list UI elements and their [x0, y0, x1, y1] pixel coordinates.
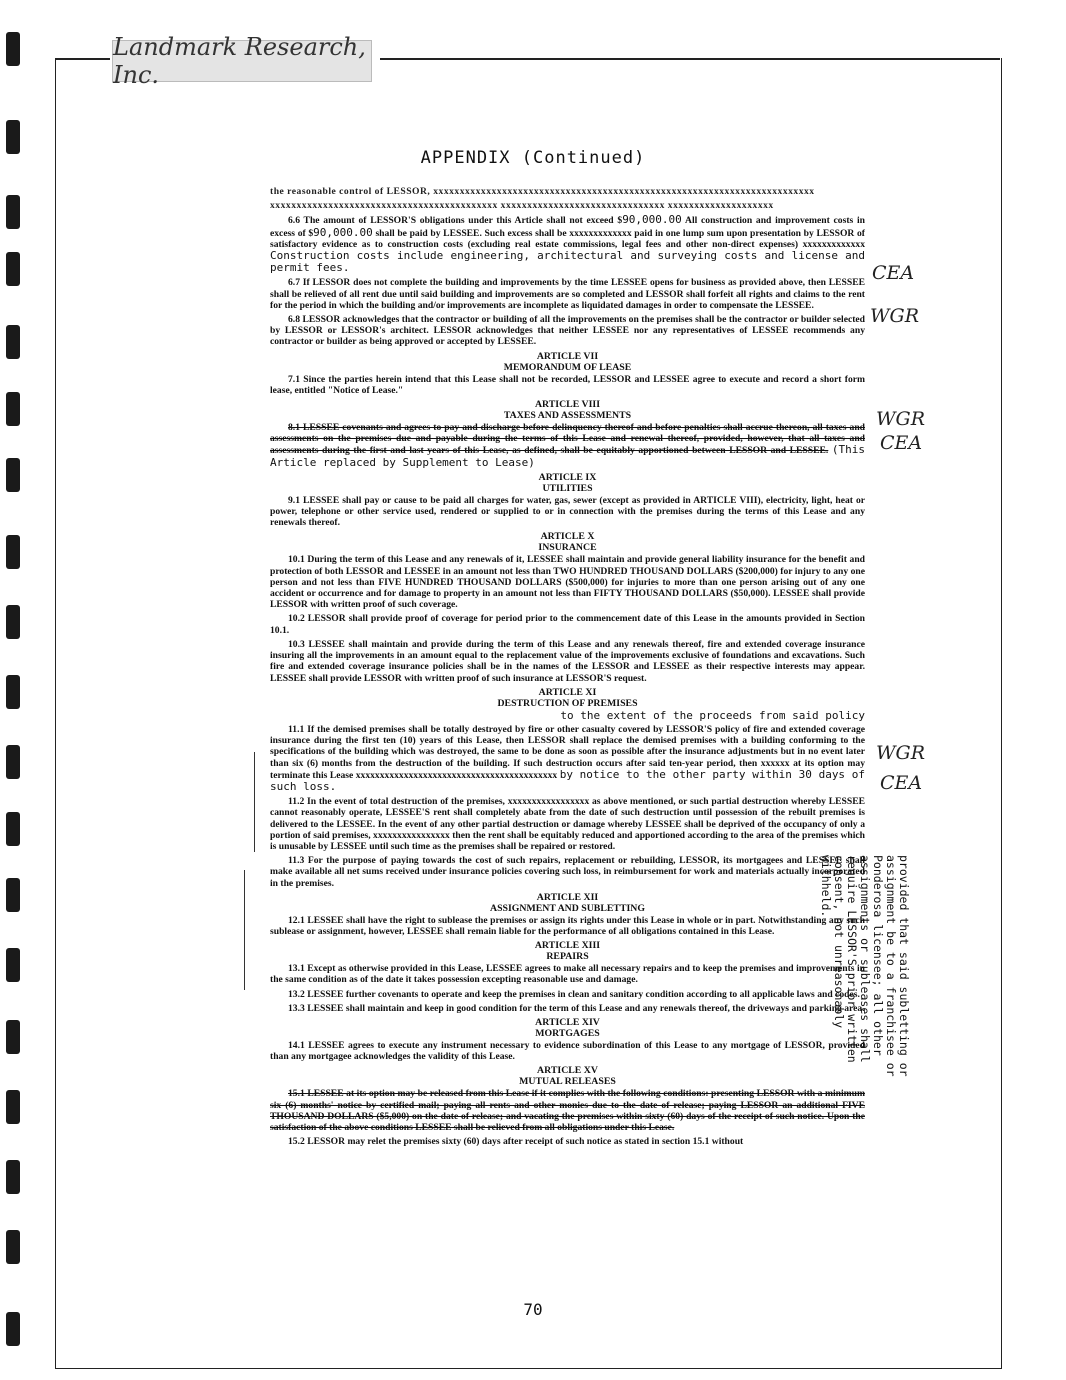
page-number: 70 — [523, 1300, 543, 1319]
paragraph-12-1: 12.1 LESSEE shall have the right to sublease the premises or assign its rights under this Lease in whole or in part. Notwithstanding any such sublease or assignment, however, LESSEE shall remain liable for the performance of all obligations contained in this Lease. — [270, 914, 865, 937]
paragraph-14-1: 14.1 LESSEE agrees to execute any instrument necessary to evidence subordination of this Lease to any mortgage of LESSOR, provided than any mortgagee acknowledges the validity of this Lease. — [270, 1039, 865, 1063]
paragraph-13-1: 13.1 Except as otherwise provided in this Lease, LESSEE agrees to make all necessary repairs and to keep the premises and improvements in the same condition as of the date it takes possession excepting reasonable use and damage. — [270, 963, 865, 986]
paragraph-15-1: 15.1 LESSEE at its option may be released from this Lease if it complies with the following conditions: presenting LESSOR with a minimum six (6) months' notice by certified mail; paying all rents and other monies due to the date of release; paying LESSOR an additional FIVE THOUSAND DOLLARS ($5,000) on the date of release; and vacating the premises within sixty (60) days of the receipt of such notice. Upon the satisfaction of the above conditions LESSEE shall be relieved from all obligations under this Lease. — [270, 1088, 865, 1133]
article-12-heading: ARTICLE XII ASSIGNMENT AND SUBLETTING — [490, 891, 645, 914]
article-7-heading: ARTICLE VII MEMORANDUM OF LEASE — [503, 350, 632, 373]
paragraph-10-3: 10.3 LESSEE shall maintain and provide during the term of this Lease and any renewals thereof, fire and extended coverage insurance insuring all the improvements in an amount equal to the replacement value of the improvements exclusive of foundations and excavations. Such fire and extended coverage insurance policies shall be in the names of the LESSOR and LESSEE as their respective interests may appear. LESSEE shall provide LESSOR with written proof of such insurance at LESSOR'S request. — [270, 638, 865, 684]
handwritten-initials: CEA — [880, 432, 923, 454]
company-banner: Landmark Research, Inc. — [112, 40, 372, 82]
article-13-heading: ARTICLE XIII REPAIRS — [534, 940, 601, 963]
typed-insert-8: (This Article replaced by Supplement to Lease) — [270, 443, 865, 469]
handwritten-initials: WGR — [870, 305, 920, 327]
paragraph-6-7: 6.7 If LESSOR does not complete the building and improvements by the time LESSEE opens for business as provided above, then LESSEE shall be relieved of all rent due until said building and improvements are so completed and LESSOR shall forfeit all rights and claims to the rent for the period in which the building and/or improvements are incomplete as liquidated damages in order to compensate the LESSEE. — [270, 277, 865, 311]
article-9-heading: ARTICLE IX UTILITIES — [538, 471, 597, 494]
handwritten-initials: WGR — [876, 408, 926, 430]
paragraph-8-1: 8.1 LESSEE covenants and agrees to pay and discharge before delinquency thereof and before penalties shall accrue thereon, all taxes and assessments on the premises due and payable during the terms of this Lease and renewal thereof, provided, however, that all taxes and assessments during the first and last years of this Lease, as defined, shall be equitably apportioned between LESSOR and LESSEE. (This Article replaced by Supplement to Lease) — [270, 422, 865, 469]
handwritten-initials: CEA — [880, 772, 923, 794]
paragraph-13-3: 13.3 LESSEE shall maintain and keep in good condition for the term of this Lease and any renewals thereof, the driveways and parking area. — [288, 1002, 865, 1014]
amount-field-2: 90,000.00 — [313, 225, 373, 239]
frame-top-left — [55, 58, 110, 60]
handwritten-initials: WGR — [876, 742, 926, 764]
typed-insert-11-1: by notice to the other party within 30 days of such loss. — [270, 767, 866, 793]
margin-bracket — [244, 870, 245, 990]
paragraph-10-2: 10.2 LESSOR shall provide proof of coverage for period prior to the commencement date of this Lease in the amounts provided in Section 10.1. — [270, 613, 865, 636]
paragraph-6-8: 6.8 LESSOR acknowledges that the contractor or building of all the improvements on the premises shall be the contractor or builder selected by LESSOR or LESSOR's architect. LESSOR acknowledges that neither LESSEE nor any representatives of LESSEE recommends any contractor or builder as being approved or accepted by LESSEE. — [270, 314, 865, 348]
paragraph-10-1: 10.1 During the term of this Lease and any renewals of it, LESSEE shall maintain and provide general liability insurance for the benefit and protection of both LESSOR and LESSEE in an amount not less than TWO HUNDRED THOUSAND DOLLARS ($200,000) for injury to any one person and not less than FIVE HUNDRED THOUSAND DOLLARS ($500,000) for injuries to more than one person arising out of any one accident or occurrence and for damage to property in an amount not less than FIFTY THOUSAND DOLLARS ($50,000). LESSEE shall provide LESSOR with written proof of such coverage. — [270, 554, 865, 611]
paragraph-11-3: 11.3 For the purpose of paying towards the cost of such repairs, replacement or rebuilding, LESSOR, its mortgagees and LESSEE shall make available all net sums received under insurance policies covering such loss, in reimbursement for work and materials actually incorporated in the premises. — [270, 855, 865, 889]
margin-typed-note: provided that said subletting or assignment be to a franchisee or Ponderosa licensee; all other assignments or subleases shall require LESSOR'S prior written consent, not unreasonably withheld. — [819, 855, 911, 1077]
amount-field: 90,000.00 — [622, 213, 682, 227]
article-14-heading: ARTICLE XIV MORTGAGES — [535, 1016, 600, 1039]
typed-insert: Construction costs include engineering, architectural and surveying costs and license and permit fees. — [270, 249, 865, 275]
article-10-heading: ARTICLE X INSURANCE — [538, 531, 597, 554]
page-title: APPENDIX (Continued) — [420, 148, 646, 168]
paragraph-6-6: 6.6 The amount of LESSOR'S obligations under this Article shall not exceed $90,000.00 All construction and improvement costs in excess of $90,000.00 shall be paid by LESSEE. Such excess shall be xxxxxxxxxxxxx paid in one lump sum upon presentation by LESSOR of satisfactory evidence as to construction costs (excluding real estate commissions, legal fees and other non-direct expenses) xxxxxxxxxxxxx Construction costs include engineering, architectural and surveying costs and license and permit fees. — [270, 213, 866, 275]
article-11-heading: ARTICLE XI DESTRUCTION OF PREMISES — [497, 686, 638, 709]
article-15-heading: ARTICLE XV MUTUAL RELEASES — [519, 1065, 616, 1088]
paragraph-11-2: 11.2 In the event of total destruction of the premises, xxxxxxxxxxxxxxxxx as above mentioned, or such partial destruction whereby LESSEE cannot reasonably operate, LESSEE'S rent shall completely abate from the date of such destruction until possession of the rebuilt premises is delivered to the LESSEE. In the event of any other partial destruction or damage whereby LESSEE shall be deprived of the occupancy of only a portion of said premises, xxxxxxxxxxxxxxxx then the rent shall be equitably reduced and apportioned according to the area of the premises which is unusable by LESSEE until such time as the premises shall be repaired or restored. — [270, 796, 865, 852]
margin-bracket — [254, 752, 255, 852]
paragraph-top-2: xxxxxxxxxxxxxxxxxxxxxxxxxxxxxxxxxxxxxxxxxxx xxxxxxxxxxxxxxxxxxxxxxxxxxxxxxx xxxxxxxxxxxxxxxxxxxx — [270, 200, 774, 212]
paragraph-15-2: 15.2 LESSOR may relet the premises sixty (60) days after receipt of such notice as stated in section 15.1 without — [288, 1136, 744, 1148]
frame-top-right — [380, 58, 1000, 60]
paragraph-top: the reasonable control of LESSOR, xxxxxxxxxxxxxxxxxxxxxxxxxxxxxxxxxxxxxxxxxxxxxxxxxxxxxxxxxxxxxxxxxxxxxxxx — [270, 186, 815, 197]
paragraph-13-2: 13.2 LESSEE further covenants to operate and keep the premises in clean and sanitary condition according to all applicable laws and codes. — [288, 988, 860, 1000]
lease-text — [270, 186, 865, 1150]
paragraph-11-1: 11.1 If the demised premises shall be totally destroyed by fire or other casualty covered by LESSOR'S policy of fire and extended coverage insurance during the first ten (10) years of this Lease, then LESSOR shall replace the demised premises with a building conforming to the specifications of the building which was destroyed, the same to be done as soon as possible after the insurance adjustments but in no event later than six (6) months from the destruction of the building. If such destruction occurs after said ten-year period, then xxxxxx at its option may terminate this Lease xxxxxxxxxxxxxxxxxxxxxxxxxxxxxxxxxxxxxxxxxx by notice to the other party within 30 days of such loss. — [270, 723, 866, 793]
typed-insert-11: to the extent of the proceeds from said policy — [560, 708, 865, 722]
binder-holes — [0, 0, 28, 1380]
paragraph-7-1: 7.1 Since the parties herein intend that this Lease shall not be recorded, LESSOR and LESSEE agree to execute and record a short form lease, entitled "Notice of Lease." — [270, 373, 865, 396]
handwritten-initials: CEA — [872, 262, 915, 284]
paragraph-9-1: 9.1 LESSEE shall pay or cause to be paid all charges for water, gas, sewer (except as provided in ARTICLE VIII), electricity, light, heat or power, telephone or other service used, rendered or supplied to or in connection with the premises during the terms of this Lease and any renewals thereof. — [270, 494, 865, 529]
article-8-heading: ARTICLE VIII TAXES AND ASSESSMENTS — [503, 399, 632, 422]
